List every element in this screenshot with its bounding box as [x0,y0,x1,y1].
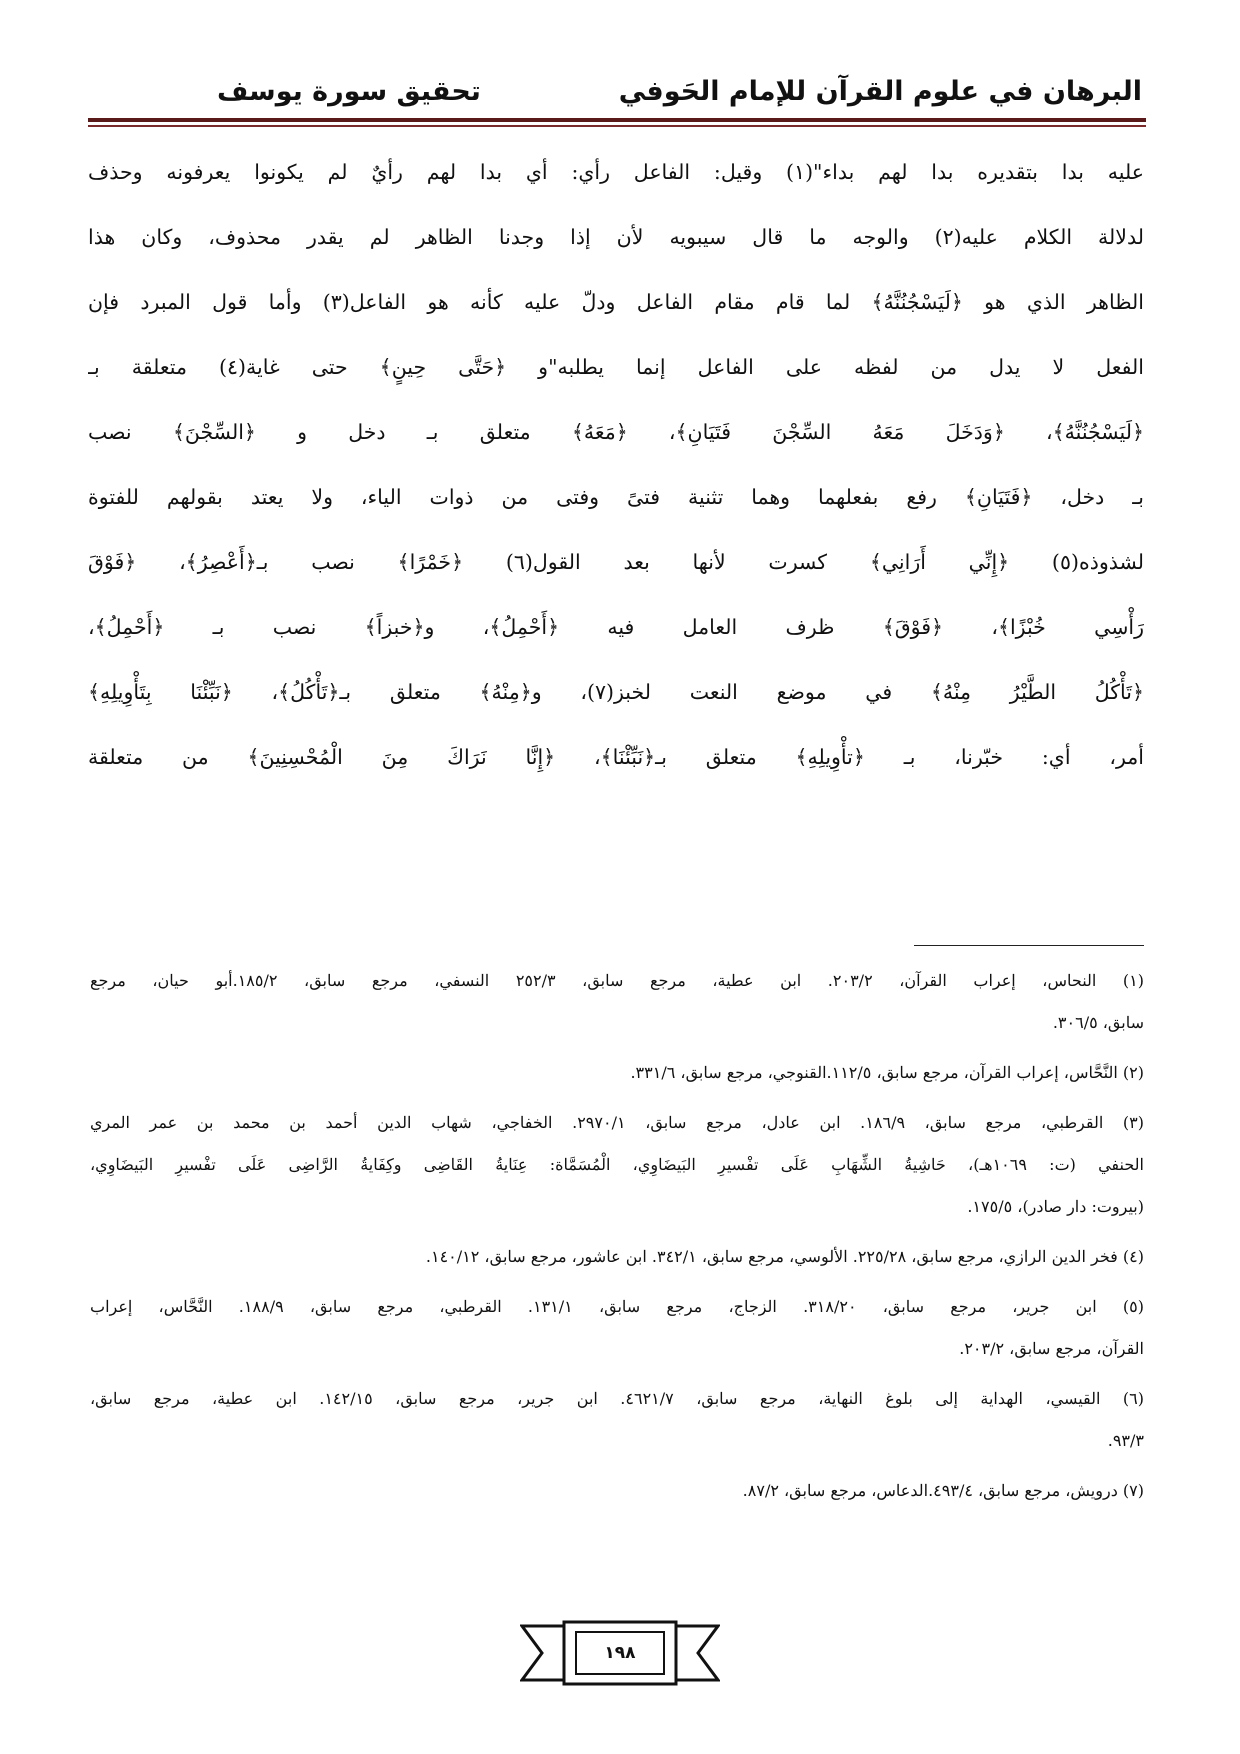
footnote-1-line: سابق، ٣٠٦/٥. [1052,1013,1144,1032]
book-title: البرهان في علوم القرآن للإمام الحَوفي [618,76,1142,107]
page-number-ribbon [520,1618,720,1688]
footnote-4-line: (٤) فخر الدين الرازي، مرجع سابق، ٢٢٥/٢٨. الألوسي، مرجع سابق، ٣٤٢/١. ابن عاشور، مرجع سابق، ١٤٠/١٢. [425,1247,1144,1266]
text-line: أمر، أي: خبّرنا، بـ ﴿تأْوِيلِهِ﴾ متعلق بـ﴿نَبِّئْنَا﴾، ﴿إِنَّا نَرَاكَ مِنَ الْمُحْسِنِينَ﴾ من متعلقة [88,745,1144,769]
text-line: الفعل لا يدل من لفظه على الفاعل إنما يطلبه"و ﴿حَتَّى حِينٍ﴾ حتى غاية(٤) متعلقة بـ [88,355,1144,379]
header-rule-thick [88,118,1146,122]
text-line: لشذوذه(٥) ﴿إِنِّي أَرَانِي﴾ كسرت لأنها بعد القول(٦) ﴿خَمْرًا﴾ نصب بـ﴿أَعْصِرُ﴾، ﴿فَوْقَ [88,550,1144,574]
footnote-3-line: (بيروت: دار صادر)، ١٧٥/٥. [967,1197,1144,1216]
text-line: بـ دخل، ﴿فَتَيَانِ﴾ رفع بفعلهما وهما تثنية فتىً وفتى من ذوات الياء، ولا يعتد بقولهم للفتوة [88,485,1144,509]
text-line: عليه بدا بتقديره بدا لهم بداء"(١) وقيل: الفاعل رأي: أي بدا لهم رأيٌ لم يكونوا يعرفونه وحذف [88,160,1144,184]
text-line: ﴿تَأْكُلُ الطَّيْرُ مِنْهُ﴾ في موضع النعت لخبز(٧)، و﴿مِنْهُ﴾ متعلق بـ﴿تَأْكُلُ﴾، ﴿نَبِّئْنَا بِتَأْوِيلِهِ﴾ [88,680,1144,704]
footnote-3-line: الحنفي (ت: ١٠٦٩هـ)، حَاشِيةُ الشِّهَابِ عَلَى تفْسيرِ البَيضَاوِي، الْمُسَمَّاة: عِنَايةُ القَاضِى وكِفَايةُ الرَّاضِى عَلَى تفْسيرِ البَيضَاوِي، [90,1155,1144,1174]
footnote-2-line: (٢) النَّحَّاس، إعراب القرآن، مرجع سابق، ١١٢/٥.القنوجي، مرجع سابق، ٣٣١/٦. [630,1063,1144,1082]
section-title: تحقيق سورة يوسف [217,76,481,107]
footnote-5-line: (٥) ابن جرير، مرجع سابق، ٣١٨/٢٠. الزجاج، مرجع سابق، ١٣١/١. القرطبي، مرجع سابق، ١٨٨/٩. النَّحَّاس، إعراب [90,1297,1144,1316]
header-rule-thin [88,125,1146,127]
footnote-separator [914,945,1144,946]
main-text [88,140,1144,790]
footnote-5-line: القرآن، مرجع سابق، ٢٠٣/٢. [959,1339,1144,1358]
running-header [92,72,1142,116]
footnotes [90,960,1144,1512]
text-line: الظاهر الذي هو ﴿لَيَسْجُنُنَّهُ﴾ لما قام مقام الفاعل ودلّ عليه كأنه هو الفاعل(٣) وأما قول المبرد فإن [88,290,1144,314]
footnote-1-line: (١) النحاس، إعراب القرآن، ٢٠٣/٢. ابن عطية، مرجع سابق، ٢٥٢/٣ النسفي، مرجع سابق، ١٨٥/٢.أبو حيان، مرجع [90,971,1144,990]
footnote-6-line: (٦) القيسي، الهداية إلى بلوغ النهاية، مرجع سابق، ٤٦٢١/٧. ابن جرير، مرجع سابق، ١٤٢/١٥. ابن عطية، مرجع سابق، [90,1389,1144,1408]
footnote-6-line: ٩٣/٣. [1107,1431,1144,1450]
footnote-7-line: (٧) درويش، مرجع سابق، ٤٩٣/٤.الدعاس، مرجع سابق، ٨٧/٢. [742,1481,1144,1500]
text-line: ﴿لَيَسْجُنُنَّهُ﴾، ﴿وَدَخَلَ مَعَهُ السِّجْنَ فَتَيَانِ﴾، ﴿مَعَهُ﴾ متعلق بـ دخل و ﴿السِّجْنَ﴾ نصب [88,420,1144,444]
page-number: ١٩٨ [604,1643,636,1663]
text-line: رَأْسِي خُبْزًا﴾، ﴿فَوْقَ﴾ ظرف العامل فيه ﴿أَحْمِلُ﴾، و﴿خبزاً﴾ نصب بـ ﴿أَحْمِلُ﴾، [88,615,1144,639]
footnote-3-line: (٣) القرطبي، مرجع سابق، ١٨٦/٩. ابن عادل، مرجع سابق، ٢٩٧٠/١. الخفاجي، شهاب الدين أحمد بن محمد بن عمر المري [90,1113,1144,1132]
text-line: لدلالة الكلام عليه(٢) والوجه ما قال سيبويه لأن إذا وجدنا الظاهر لم يقدر محذوف، وكان هذا [88,225,1144,249]
